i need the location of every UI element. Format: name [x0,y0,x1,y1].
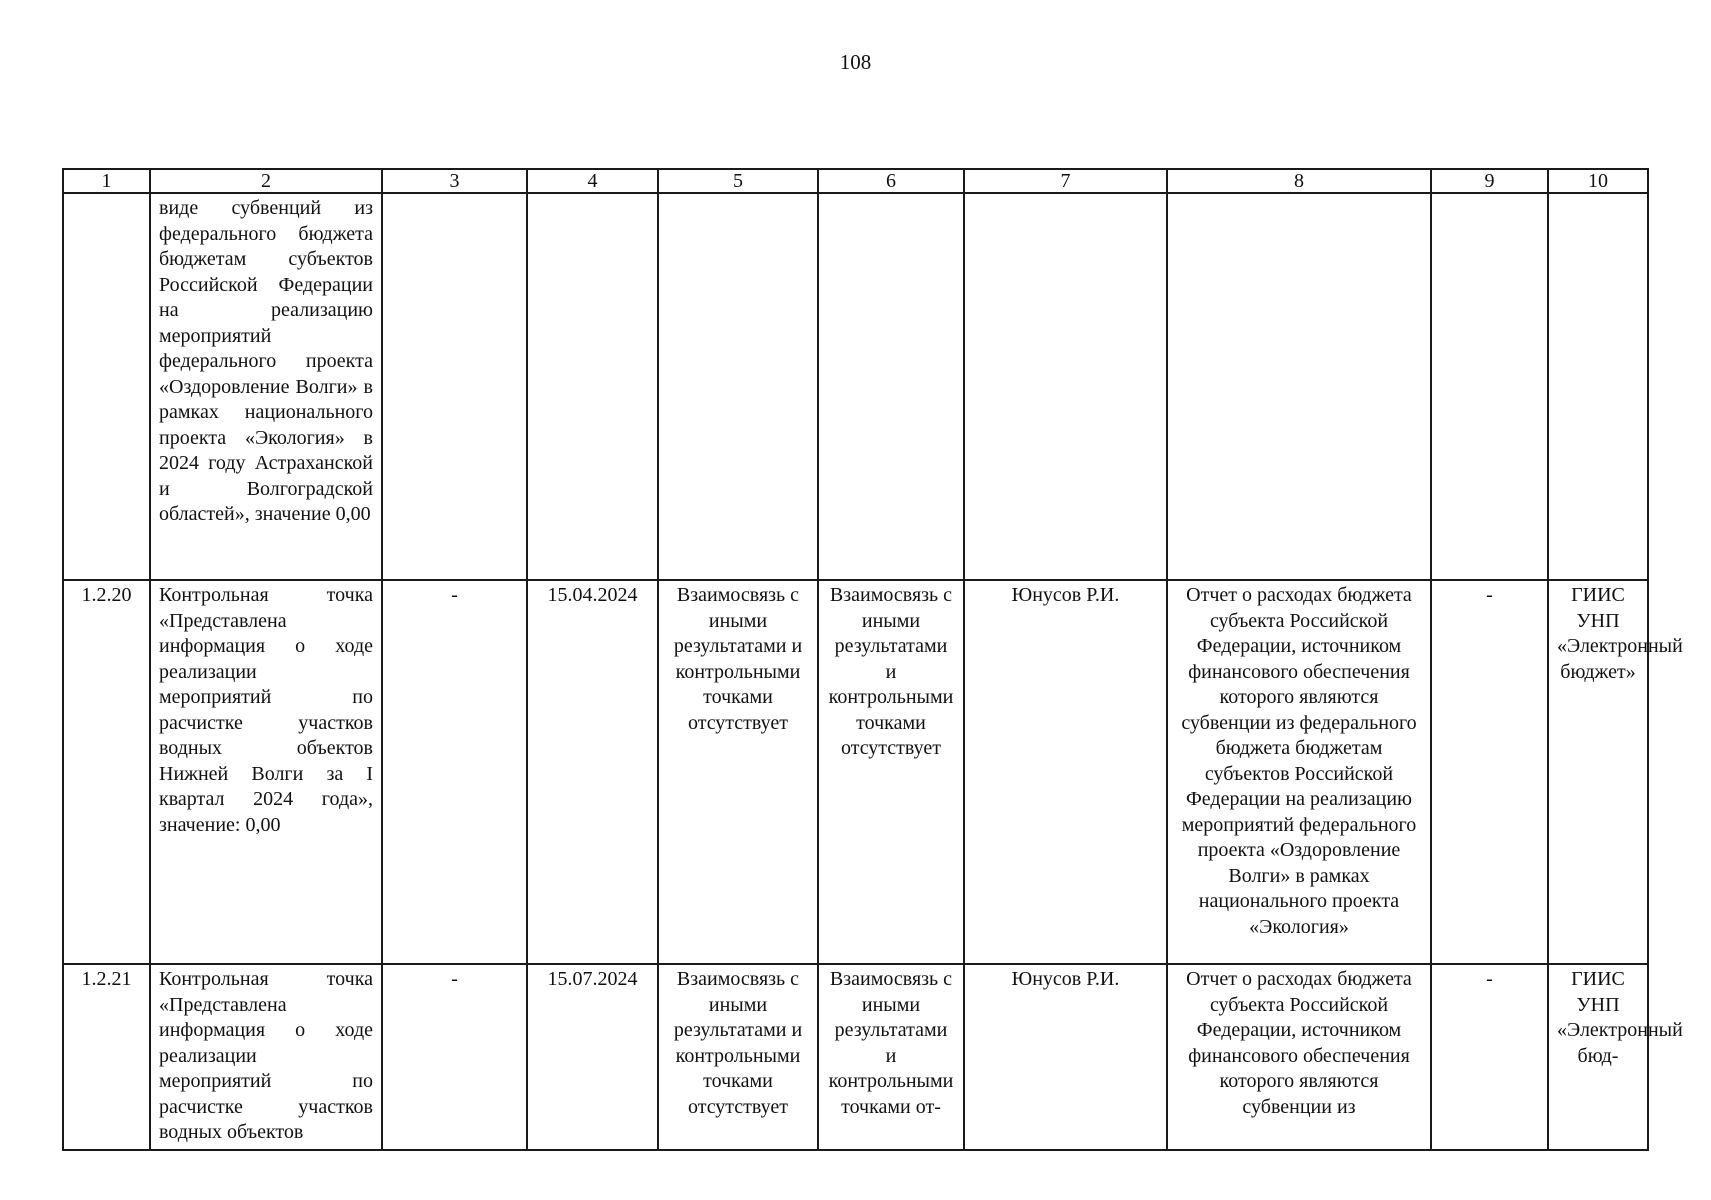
header-col-7: 7 [964,169,1167,193]
table-row [63,193,1648,580]
cell-col-9: - [1431,964,1548,1150]
cell-description: Контрольная точка «Представлена информация о ходе реализации мероприятий по расчистке участков водных объектов [150,964,382,1150]
header-row [63,169,1648,193]
cell-date [527,193,658,580]
cell-document [1167,193,1431,580]
cell-document: Отчет о расходах бюджета субъекта Российской Федерации, источником финансового обеспечения которого являются субвенции из [1167,964,1431,1150]
cell-col-3 [382,193,527,580]
plan-table [62,168,1683,1151]
cell-number: 1.2.21 [63,964,150,1150]
cell-document: Отчет о расходах бюджета субъекта Российской Федерации, источником финансового обеспечения которого являются субвенции из федерального бюджета бюджетам субъектов Российской Федерации на реализацию мероприятий федерального проекта «Оздоровление Волги» в рамках национального проекта «Экология» [1167,580,1431,964]
cell-relation-a [658,193,818,580]
header-col-5: 5 [658,169,818,193]
header-col-1: 1 [63,169,150,193]
cell-system [1548,193,1648,580]
header-col-3: 3 [382,169,527,193]
cell-date: 15.04.2024 [527,580,658,964]
cell-col-3: - [382,580,527,964]
cell-relation-b: Взаимосвязь с иными результатами и контрольными точками от- [818,964,964,1150]
header-col-6: 6 [818,169,964,193]
cell-relation-a: Взаимосвязь с иными результатами и контрольными точками отсутствует [658,580,818,964]
cell-col-3: - [382,964,527,1150]
cell-description: виде субвенций из федерального бюджета бюджетам субъектов Российской Федерации на реализацию мероприятий федерального проекта «Оздоровление Волги» в рамках национального проекта «Экология» в 2024 году Астраханской и Волгоградской областей», значение 0,00 [150,193,382,580]
cell-relation-b: Взаимосвязь с иными результатами и контрольными точками отсутствует [818,580,964,964]
cell-system: ГИИС УНП «Электронный бюджет» [1548,580,1648,964]
cell-relation-b [818,193,964,580]
cell-col-9 [1431,193,1548,580]
cell-system: ГИИС УНП «Электронный бюд- [1548,964,1648,1150]
table-row [63,964,1648,1150]
cell-description: Контрольная точка «Представлена информация о ходе реализации мероприятий по расчистке участков водных объектов Нижней Волги за I квартал 2024 года», значение: 0,00 [150,580,382,964]
header-col-8: 8 [1167,169,1431,193]
cell-number [63,193,150,580]
cell-responsible: Юнусов Р.И. [964,964,1167,1150]
cell-date: 15.07.2024 [527,964,658,1150]
cell-col-9: - [1431,580,1548,964]
cell-relation-a: Взаимосвязь с иными результатами и контрольными точками отсутствует [658,964,818,1150]
header-col-10: 10 [1548,169,1648,193]
header-col-2: 2 [150,169,382,193]
header-col-4: 4 [527,169,658,193]
table-row [63,580,1648,964]
cell-number: 1.2.20 [63,580,150,964]
header-col-9: 9 [1431,169,1548,193]
cell-responsible: Юнусов Р.И. [964,580,1167,964]
page-number: 108 [839,50,872,74]
cell-responsible [964,193,1167,580]
